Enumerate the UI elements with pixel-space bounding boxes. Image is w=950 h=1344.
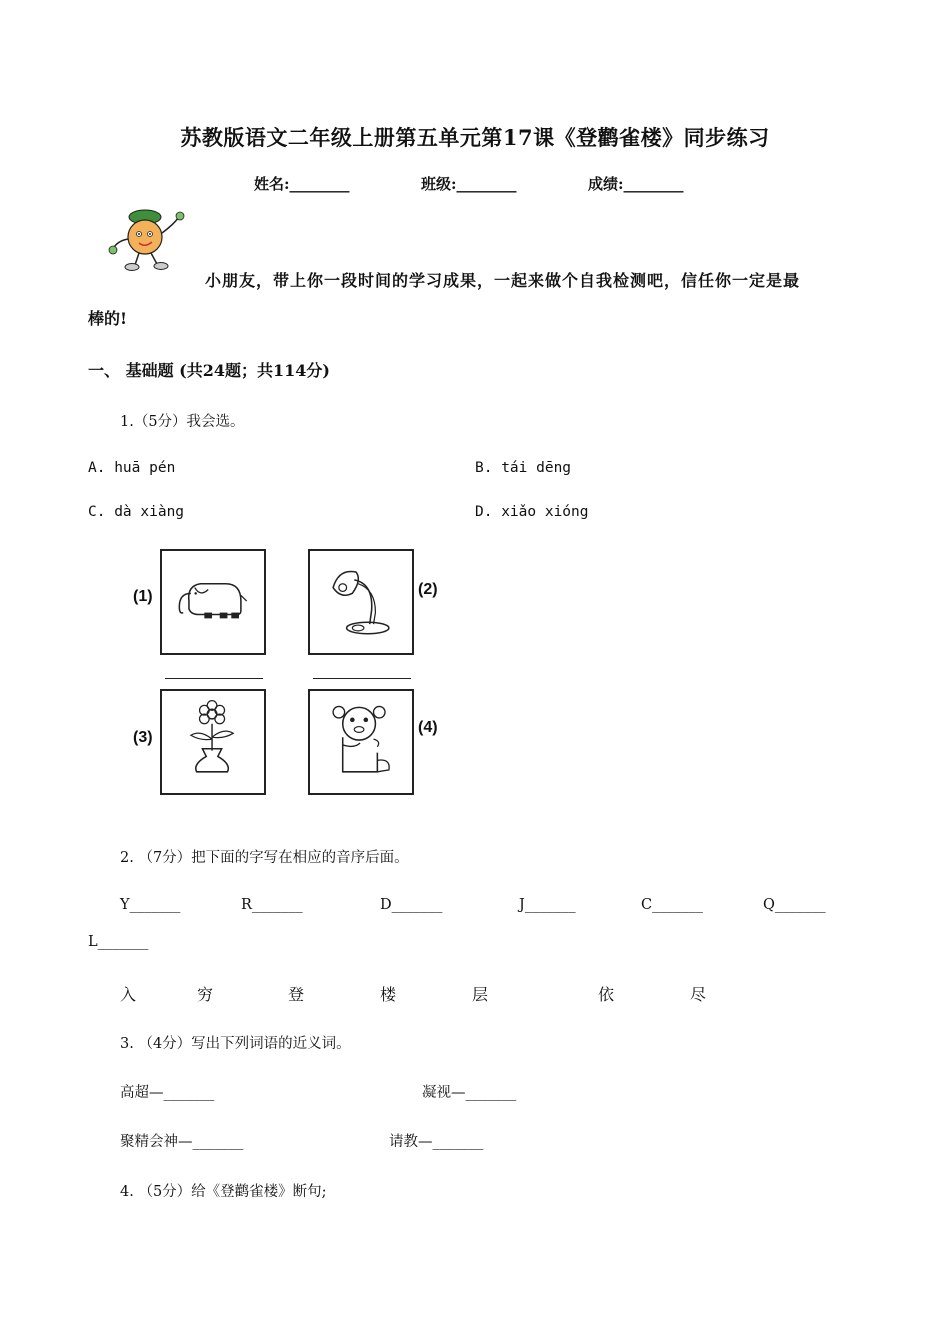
answer-line-1[interactable] [165, 678, 263, 679]
intro-text-line1: 小朋友，带上你一段时间的学习成果，一起来做个自我检测吧，信任你一定是最 [205, 271, 801, 290]
answer-line-2[interactable] [313, 678, 411, 679]
letter-blank-y[interactable]: Y_______ [120, 897, 181, 913]
char-item: 入 [120, 985, 137, 1004]
letter-blank-l[interactable]: L_______ [88, 934, 149, 950]
letter-blank-c[interactable]: C_______ [641, 897, 703, 913]
flower-vase-picture [160, 689, 266, 795]
char-item: 层 [472, 985, 489, 1004]
picture-label-2: (2) [418, 581, 438, 598]
lamp-picture [308, 549, 414, 655]
option-d: D. xiǎo xióng [475, 504, 589, 520]
char-item: 穷 [197, 985, 214, 1004]
letter-blank-r[interactable]: R_______ [241, 897, 303, 913]
question-4-stem: 4. （5分）给《登鹳雀楼》断句; [120, 1184, 327, 1200]
option-a: A. huā pén [88, 460, 176, 476]
score-field: 成绩:________ [588, 175, 684, 193]
letter-blank-q[interactable]: Q_______ [763, 897, 826, 913]
bear-picture [308, 689, 414, 795]
intro-text-line2: 棒的! [88, 309, 128, 328]
char-item: 尽 [690, 985, 707, 1004]
mascot-image [105, 203, 190, 275]
class-field: 班级:________ [421, 175, 517, 193]
picture-label-3: (3) [133, 729, 153, 746]
char-item: 登 [288, 985, 305, 1004]
char-item: 楼 [380, 985, 397, 1004]
letter-blank-j[interactable]: J_______ [519, 897, 576, 913]
page-title: 苏教版语文二年级上册第五单元第17课《登鹳雀楼》同步练习 [180, 125, 770, 150]
synonym-blank[interactable]: 请教—_______ [389, 1134, 484, 1150]
section-heading: 一、 基础题 (共24题；共114分) [88, 361, 330, 380]
synonym-blank[interactable]: 高超—_______ [120, 1085, 215, 1101]
synonym-blank[interactable]: 聚精会神—_______ [120, 1134, 244, 1150]
char-item: 依 [598, 985, 615, 1004]
synonym-blank[interactable]: 凝视—_______ [422, 1085, 517, 1101]
elephant-picture [160, 549, 266, 655]
option-b: B. tái dēng [475, 460, 572, 476]
question-3-stem: 3. （4分）写出下列词语的近义词。 [120, 1036, 351, 1052]
letter-blank-d[interactable]: D_______ [380, 897, 443, 913]
name-field: 姓名:________ [254, 175, 350, 193]
option-c: C. dà xiàng [88, 504, 185, 520]
question-1-stem: 1.（5分）我会选。 [120, 414, 245, 430]
picture-label-4: (4) [418, 719, 438, 736]
picture-label-1: (1) [133, 588, 153, 605]
question-2-stem: 2. （7分）把下面的字写在相应的音序后面。 [120, 850, 409, 866]
